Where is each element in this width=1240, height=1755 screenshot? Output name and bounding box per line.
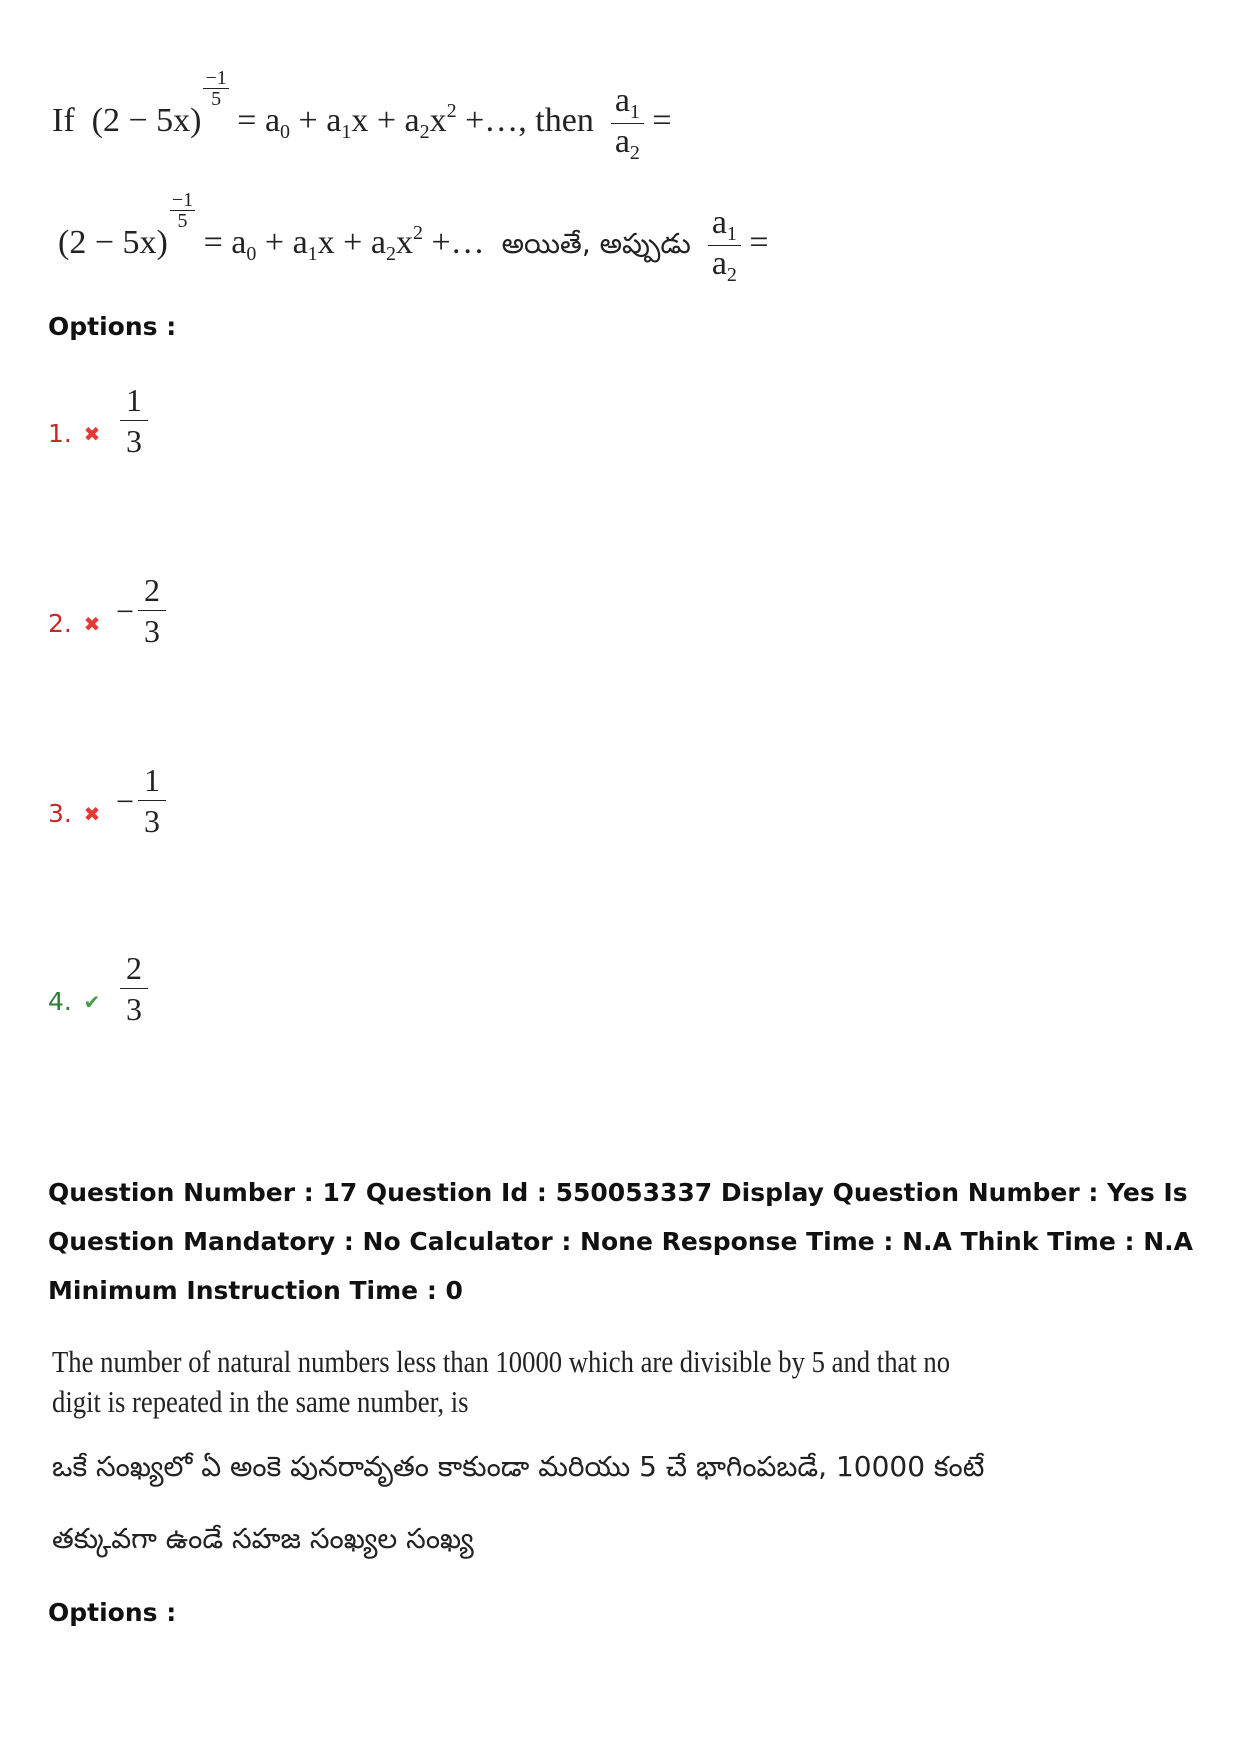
option-number: 3. <box>48 799 72 829</box>
base-expression-telugu: (2 − 5x) <box>58 224 168 261</box>
wrong-mark-icon: ✖ <box>83 422 101 447</box>
options-label-17: Options : <box>48 1598 177 1627</box>
options-label-16: Options : <box>48 312 177 341</box>
option-value: − $\frac{1}{3}$ <box>116 764 166 838</box>
question-16-english: If (2 − 5x) $\frac{-1}{5}$ = $a_0 + a_1x + a_2x^2$ +…, then $\frac{a_1}{a_2}$ = <box>52 67 672 164</box>
option-number: 4. <box>48 987 72 1017</box>
wrong-mark-icon: ✖ <box>83 612 101 637</box>
option-value: $\frac{1}{3}$ <box>116 384 148 458</box>
if-word: If <box>52 102 75 139</box>
option-value: $\frac{2}{3}$ <box>116 952 148 1026</box>
option-value: − $\frac{2}{3}$ <box>116 574 166 648</box>
exponent-fraction: $\frac{-1}{5}$ <box>205 67 227 110</box>
question-16-telugu: (2 − 5x) $\frac{-1}{5}$ = $a_0 + a_1x + a_2x^2$ +… అయితే, అప్పుడు $\frac{a_1}{a_2}$ = <box>58 189 769 286</box>
option-number: 1. <box>48 419 72 449</box>
question-17-english-line-1: The number of natural numbers less than 10000 which are divisible by 5 and that no <box>52 1344 951 1379</box>
then-word: +…, then <box>465 102 594 139</box>
option-2[interactable] <box>48 568 166 649</box>
option-1[interactable] <box>48 378 148 459</box>
ratio-fraction-telugu: $\frac{a_1}{a_2}$ <box>708 205 741 286</box>
question-17-telugu-line-2: తక్కువగా ఉండే సహజ సంఖ్యల సంఖ్య <box>52 1522 474 1555</box>
wrong-mark-icon: ✖ <box>83 802 101 827</box>
option-3[interactable] <box>48 758 166 839</box>
ratio-fraction: $\frac{a_1}{a_2}$ <box>611 83 644 164</box>
question-17-english-line-2: digit is repeated in the same number, is <box>52 1384 469 1419</box>
option-4[interactable] <box>48 946 148 1027</box>
question-17-telugu-line-1: ఒకే సంఖ్యలో ఏ అంకె పునరావృతం కాకుండా మరియు 5 చే భాగింపబడే, 10000 కంటే <box>52 1450 985 1483</box>
check-mark-icon: ✔ <box>83 990 101 1015</box>
exponent-fraction-telugu: $\frac{-1}{5}$ <box>171 189 194 232</box>
question-17-metadata: Question Number : 17 Question Id : 550053337 Display Question Number : Yes Is Question Mandatory : No Calculator : None Response Time : N.A Think Time : N.A Minimum Instruction Time : 0 <box>48 1178 1193 1305</box>
telugu-then-words: అయితే, అప్పుడు <box>501 227 691 260</box>
option-number: 2. <box>48 609 72 639</box>
base-expression: (2 − 5x) <box>91 102 202 139</box>
question-17-english <box>52 1342 950 1422</box>
